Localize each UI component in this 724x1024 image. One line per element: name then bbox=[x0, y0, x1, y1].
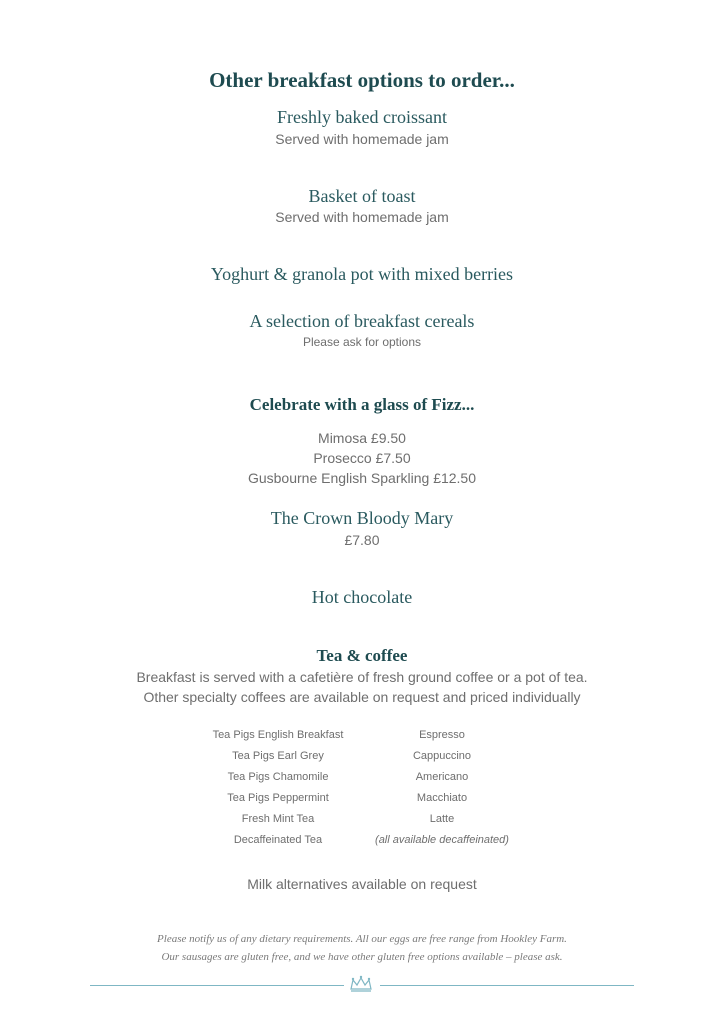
croissant-desc: Served with homemade jam bbox=[275, 131, 449, 147]
coffee-decaf-note: (all available decaffeinated) bbox=[375, 834, 509, 846]
tea-coffee-heading: Tea & coffee bbox=[316, 646, 408, 665]
coffee-list bbox=[352, 725, 532, 851]
footer-line1: Please notify us of any dietary requirements. All our eggs are free range from Hookley Farm. bbox=[157, 933, 567, 945]
footer-rule-right bbox=[380, 985, 634, 986]
tea-item: Decaffeinated Tea bbox=[233, 834, 323, 846]
bloody-mary-name: The Crown Bloody Mary bbox=[270, 508, 454, 528]
coffee-item: Latte bbox=[429, 813, 455, 825]
cereals-desc: Please ask for options bbox=[302, 335, 422, 349]
tea-coffee-line1: Breakfast is served with a cafetière of fresh ground coffee or a pot of tea. bbox=[136, 669, 588, 685]
footer-line2: Our sausages are gluten free, and we have other gluten free options available – please ask. bbox=[161, 951, 563, 963]
yoghurt-name: Yoghurt & granola pot with mixed berries bbox=[210, 264, 514, 284]
tea-item: Tea Pigs Earl Grey bbox=[232, 750, 324, 762]
coffee-item: Cappuccino bbox=[412, 750, 472, 762]
tea-list bbox=[188, 725, 368, 851]
cereals-name: A selection of breakfast cereals bbox=[249, 311, 475, 331]
tea-item: Fresh Mint Tea bbox=[241, 813, 315, 825]
toast-name: Basket of toast bbox=[308, 186, 416, 206]
footer-rule-left bbox=[90, 985, 344, 986]
fizz-item-mimosa: Mimosa £9.50 bbox=[318, 430, 406, 446]
bloody-mary-price: £7.80 bbox=[344, 532, 380, 548]
milk-alternatives: Milk alternatives available on request bbox=[247, 876, 477, 892]
coffee-item: Americano bbox=[415, 771, 469, 783]
coffee-item: Espresso bbox=[419, 729, 465, 741]
tea-coffee-line2: Other specialty coffees are available on request and priced individually bbox=[143, 689, 581, 705]
hot-chocolate: Hot chocolate bbox=[311, 587, 413, 607]
breakfast-heading: Other breakfast options to order... bbox=[209, 68, 515, 92]
tea-item: Tea Pigs Chamomile bbox=[227, 771, 329, 783]
toast-desc: Served with homemade jam bbox=[275, 209, 449, 225]
coffee-item: Macchiato bbox=[416, 792, 468, 804]
tea-item: Tea Pigs Peppermint bbox=[227, 792, 329, 804]
fizz-heading: Celebrate with a glass of Fizz... bbox=[249, 395, 475, 414]
fizz-item-prosecco: Prosecco £7.50 bbox=[313, 450, 411, 466]
fizz-item-gusbourne: Gusbourne English Sparkling £12.50 bbox=[247, 470, 477, 486]
croissant-name: Freshly baked croissant bbox=[277, 107, 447, 127]
tea-item: Tea Pigs English Breakfast bbox=[212, 729, 344, 741]
crown-icon bbox=[348, 975, 374, 993]
